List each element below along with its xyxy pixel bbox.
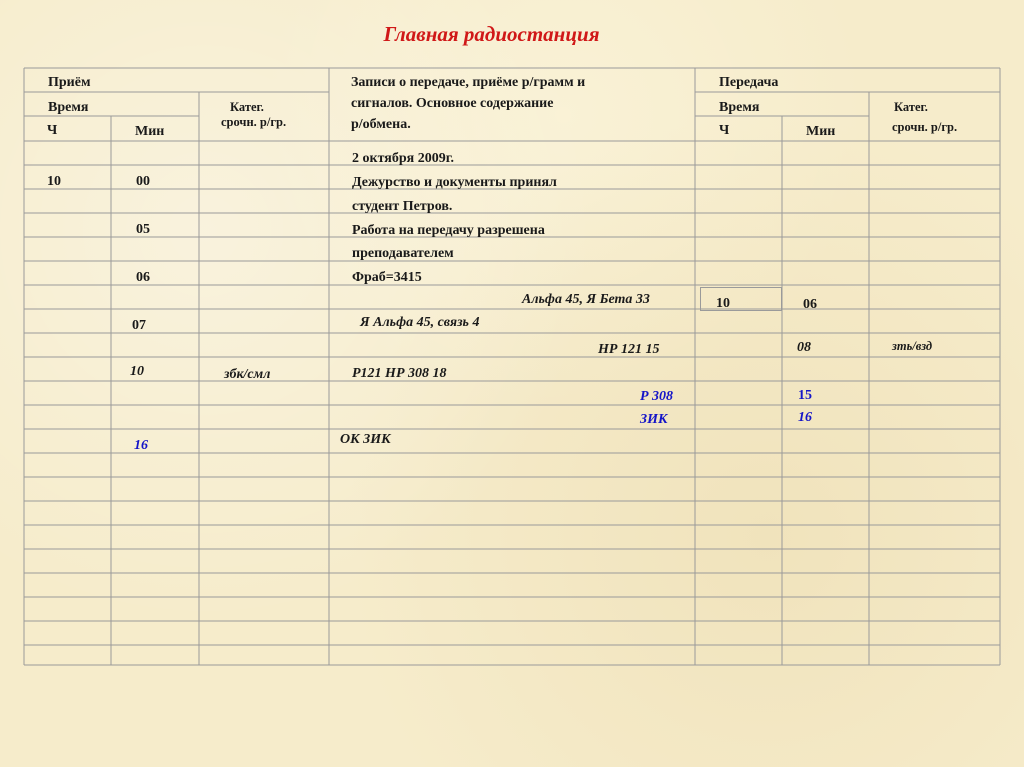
transmit-hours-header: Ч <box>719 123 730 138</box>
log-text-line: ЗИК <box>640 412 668 427</box>
page-title: Главная радиостанция <box>383 22 600 46</box>
receive-minute-cell: 16 <box>134 438 148 453</box>
receive-minute-cell: 05 <box>136 222 150 237</box>
transmit-category-header-line1: Катег. <box>894 100 928 114</box>
transmit-minute-cell: 15 <box>798 388 812 403</box>
log-text-line: Альфа 45, Я Бета 33 <box>522 292 650 307</box>
log-text-line: Работа на передачу разрешена <box>352 223 545 238</box>
transmit-header: Передача <box>719 75 779 90</box>
receive-category-header-line1: Катег. <box>230 100 264 114</box>
transmit-category-cell: зть/взд <box>892 339 933 353</box>
transmit-minute-cell: 16 <box>798 410 812 425</box>
receive-hour-cell: 10 <box>47 174 61 189</box>
receive-minute-cell: 00 <box>136 174 150 189</box>
log-text-line: преподавателем <box>352 246 454 261</box>
records-header-line3: р/обмена. <box>351 117 411 132</box>
receive-category-header-line2: срочн. р/гр. <box>221 115 287 129</box>
log-date: 2 октября 2009г. <box>352 151 454 166</box>
log-text-line: Фраб=3415 <box>352 270 422 285</box>
log-text-line: студент Петров. <box>352 199 453 214</box>
records-header-line2: сигналов. Основное содержание <box>351 96 554 111</box>
receive-time-header: Время <box>48 100 89 115</box>
receive-header: Приём <box>48 75 91 90</box>
transmit-minutes-header: Мин <box>806 124 836 139</box>
receive-minutes-header: Мин <box>135 124 165 139</box>
transmit-minute-cell: 06 <box>803 297 817 312</box>
transmit-category-header-line2: срочн. р/гр. <box>892 120 958 134</box>
receive-category-cell: збк/смл <box>224 367 271 382</box>
receive-minute-cell: 06 <box>136 270 150 285</box>
log-text-line: НР 121 15 <box>598 342 660 357</box>
log-text-line: Дежурство и документы принял <box>352 175 557 190</box>
transmit-minute-cell: 08 <box>797 340 811 355</box>
log-text-line: Р 308 <box>640 389 674 404</box>
transmit-time-header: Время <box>719 100 760 115</box>
transmit-time-box <box>700 287 782 311</box>
records-header-line1: Записи о передаче, приёме р/грамм и <box>351 75 586 90</box>
receive-minute-cell: 10 <box>130 364 144 379</box>
receive-minute-cell: 07 <box>132 318 146 333</box>
log-text-line: ОК ЗИК <box>340 432 391 447</box>
transmit-hour-cell: 10 <box>716 296 730 311</box>
log-text-line: Я Альфа 45, связь 4 <box>360 315 480 330</box>
receive-hours-header: Ч <box>47 123 58 138</box>
log-text-line: Р121 НР 308 18 <box>352 366 447 381</box>
